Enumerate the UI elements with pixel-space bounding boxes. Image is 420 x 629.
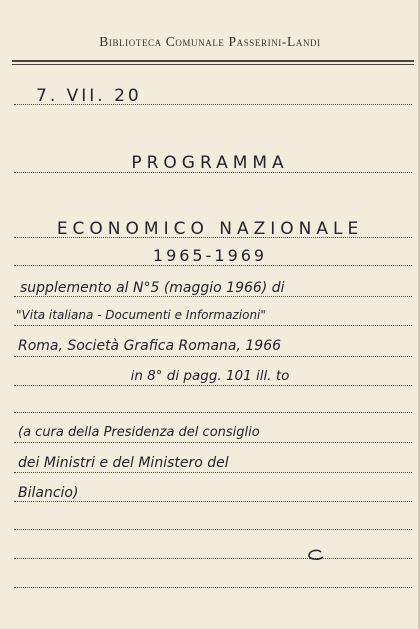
heading: PROGRAMMA xyxy=(131,153,289,173)
description-line: supplemento al N°5 (maggio 1966) di xyxy=(20,280,285,296)
dotted-line xyxy=(14,442,412,443)
header-rule-thick xyxy=(12,60,414,62)
dotted-line xyxy=(14,412,412,413)
dotted-line xyxy=(14,472,412,473)
dotted-line xyxy=(14,356,412,357)
title: ECONOMICO NAZIONALE xyxy=(56,219,364,239)
shelfmark: 7. VII. 20 xyxy=(36,86,142,106)
handwritten-mark-icon xyxy=(306,548,326,562)
description-line: "Vita italiana - Documenti e Informazioni" xyxy=(16,308,266,322)
dotted-line xyxy=(14,587,412,588)
description-line: dei Ministri e del Ministero del xyxy=(18,455,229,471)
description-line: in 8° di pagg. 101 ill. to xyxy=(130,368,290,384)
dotted-line xyxy=(14,529,412,530)
header-rule-thin xyxy=(12,64,414,65)
dotted-line xyxy=(14,265,412,266)
description-line: (a cura della Presidenza del consiglio xyxy=(18,425,260,440)
description-line: Bilancio) xyxy=(18,485,79,501)
dotted-line xyxy=(14,501,412,502)
dotted-line xyxy=(14,296,412,297)
dotted-line xyxy=(14,558,412,559)
dotted-line xyxy=(14,385,412,386)
dotted-line xyxy=(14,325,412,326)
description-line: Roma, Società Grafica Romana, 1966 xyxy=(18,338,282,354)
years: 1965-1969 xyxy=(152,246,268,265)
library-header: Biblioteca Comunale Passerini-Landi xyxy=(99,34,321,49)
